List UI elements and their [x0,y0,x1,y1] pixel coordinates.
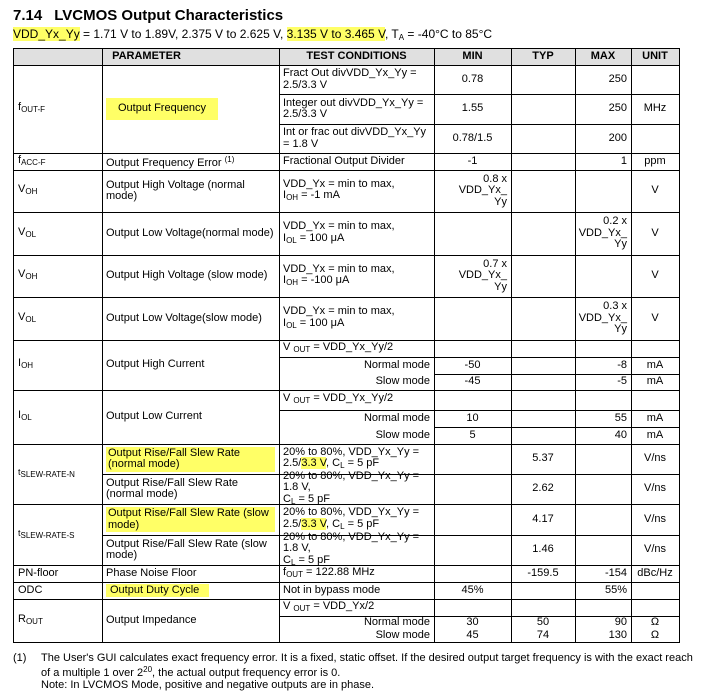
voh-normal-unit: V [651,184,659,197]
param-iol: Output Low Current [106,410,202,423]
ioh-normal-unit: mA [646,358,664,371]
cond-voh-slow: VDD_Yx = min to max, $I_{OH} = -100$ μA [283,262,395,287]
param-duty-cycle: Output Duty Cycle [102,582,279,599]
cond-fract-out: Fract Out divVDD_Yx_Yy = 2.5/3.3 V [283,67,417,91]
cond-int-or-frac: Int or frac out divVDD_Yx_Yy = 1.8 V [283,126,427,150]
slew-s-2-unit: V/ns [643,543,666,556]
slew-n-2-unit: V/ns [643,482,666,495]
spec-table [13,48,680,643]
rout-normal-max: 90 [614,615,627,628]
rout-slow-max: 130 [608,628,627,641]
iol-normal-unit: mA [646,411,664,424]
operating-conditions [13,27,492,42]
odc-max: 55% [604,583,627,596]
cond-fractional-divider: Fractional Output Divider [283,154,405,167]
cond-integer-out: Integer out divVDD_Yx_Yy = 2.5/3.3 V [283,96,424,120]
cond-ioh: V $_{OUT}$ = VDD_Yx_Yy/2 [283,340,394,354]
param-slew-s-2: Output Rise/Fall Slew Rate (slow mode) [106,537,267,561]
param-slew-s-1: Output Rise/Fall Slew Rate (slow mode) [102,504,279,535]
rout-slow-unit: Ω [650,628,660,641]
facc-unit: ppm [644,154,666,167]
iol-normal-label: Normal mode [363,411,430,424]
iol-slow-min: 5 [469,428,476,441]
rout-slow-typ: 74 [536,628,550,641]
rout-slow-label: Slow mode [375,628,430,641]
vdd-label-highlight: VDD_Yx_Yy [13,27,80,41]
header-unit: UNIT [631,49,679,65]
slew-n-2-typ: 2.62 [532,482,554,495]
sym-ioh: $I_{OH}$ [18,357,34,371]
cond-vol-slow: VDD_Yx = min to max, $I_{OL} = 100$ μA [283,305,395,330]
fout-c3-max: 200 [608,131,627,144]
odc-min: 45% [461,583,484,596]
slew-s-1-typ: 4.17 [532,512,554,525]
sym-iol: $I_{OL}$ [18,409,32,423]
sym-fout-f: $f_{OUT-F}$ [18,101,46,115]
param-voh-slow: Output High Voltage (slow mode) [106,269,268,282]
header-max: MAX [575,49,631,65]
footnote-note: Note: In LVCMOS Mode, positive and negative outputs are in phase. [41,679,375,691]
section-number: 7.14 [13,7,43,24]
header-parameter: PARAMETER [14,49,279,65]
rout-slow-min: 45 [466,628,479,641]
footnote [13,652,693,691]
cond-odc: Not in bypass mode [283,583,381,596]
ioh-slow-min: -45 [464,375,481,388]
fout-c2-min: 1.55 [461,102,484,115]
cond-slew-s-1: 20% to 80%, VDD_Yx_Yy = 2.5/3.3 V, $C_L = 5$ pF [283,506,420,531]
rout-normal-unit: Ω [650,615,660,628]
sym-facc-f: $f_{ACC-F}$ [18,153,46,167]
vol-normal-max: 0.2 x VDD_Yx_ Yy [578,215,627,251]
sym-rout: $R_{OUT}$ [18,612,43,626]
iol-slow-label: Slow mode [375,428,430,441]
param-voh-normal: Output High Voltage (normal mode) [106,178,245,202]
ioh-slow-label: Slow mode [375,375,430,388]
cond-slew-s-2: 20% to 80%, VDD_Yx_Yy = 1.8 V, $C_L = 5$ pF [283,530,420,567]
param-output-impedance: Output Impedance [106,613,197,626]
param-output-frequency-error: Output Frequency Error $^{(1)}$ [106,154,235,169]
param-slew-n-1: Output Rise/Fall Slew Rate (normal mode) [102,444,279,474]
footnote-text: The User's GUI calculates exact frequency error. It is a fixed, static offset. If the desired output target frequency is with the exact reach of a multiple 1 over $2^{20}$, the actual output frequency error is 0. Note: In LVCMOS Mode, positive and negative outputs are in phase. [41,652,693,691]
pn-unit: dBc/Hz [637,566,673,579]
slew-n-1-typ: 5.37 [532,452,554,465]
ta-label: , T [384,27,399,41]
section-heading: LVCMOS Output Characteristics [54,7,284,24]
param-vol-slow: Output Low Voltage(slow mode) [106,311,262,324]
pn-typ: -159.5 [527,566,559,579]
sym-slew-n: tSLEW-RATE-N [18,467,75,480]
param-slew-n-2: Output Rise/Fall Slew Rate (normal mode) [106,476,239,500]
iol-normal-max: 55 [614,411,627,424]
voh-slow-unit: V [651,269,659,282]
ioh-normal-min: -50 [464,358,481,371]
fout-c2-max: 250 [608,102,627,115]
iol-normal-min: 10 [466,411,479,424]
fout-c3-min: 0.78/1.5 [452,131,493,144]
slew-s-1-unit: V/ns [643,512,666,525]
param-phase-noise: Phase Noise Floor [106,566,197,579]
iol-slow-max: 40 [614,428,627,441]
param-ioh: Output High Current [106,358,205,371]
vol-slow-unit: V [651,311,659,324]
iol-slow-unit: mA [646,428,664,441]
vol-normal-unit: V [651,226,659,239]
footnote-number: (1) [13,652,27,664]
ta-range: = -40°C to 85°C [404,27,493,41]
ioh-normal-max: -8 [617,358,627,371]
fout-c1-min: 0.78 [461,72,484,85]
sym-odc: ODC [18,583,43,596]
vdd-ranges: = 1.71 V to 1.89V, 2.375 V to 2.625 V, [79,27,287,41]
pn-max: -154 [604,566,627,579]
voh-normal-min: 0.8 x VDD_Yx_ Yy [458,172,507,208]
sym-vol-slow: $V_{OL}$ [18,310,37,324]
section-title [13,7,283,24]
header-min: MIN [434,49,511,65]
sym-vol-normal: $V_{OL}$ [18,225,37,239]
cond-pn: $f_{OUT} = 122.88$ MHz [283,565,375,579]
slew-n-1-unit: V/ns [643,452,666,465]
ioh-slow-unit: mA [646,375,664,388]
fout-c1-max: 250 [608,72,627,85]
ta-subscript: A [398,33,405,42]
facc-min: -1 [467,154,478,167]
rout-normal-typ: 50 [536,615,550,628]
cond-slew-n-1: 20% to 80%, VDD_Yx_Yy = 2.5/3.3 V, $C_L = 5$ pF [283,445,420,470]
vol-slow-max: 0.3 x VDD_Yx_ Yy [578,300,627,336]
slew-s-2-typ: 1.46 [532,543,554,556]
sym-voh-slow: $V_{OH}$ [18,268,38,282]
voh-slow-min: 0.7 x VDD_Yx_ Yy [458,257,507,293]
cond-voh-normal: VDD_Yx = min to max, $I_{OH} = -1$ mA [283,177,395,202]
cond-vol-normal: VDD_Yx = min to max, $I_{OL} = 100$ μA [283,220,395,245]
param-output-frequency: Output Frequency [102,65,279,153]
header-test-conditions: TEST CONDITIONS [279,49,434,65]
sym-slew-s: tSLEW-RATE-S [18,527,75,540]
range-highlight: 3.135 V to 3.465 V [286,27,385,41]
cond-iol: V $_{OUT}$ = VDD_Yx_Yy/2 [283,392,394,406]
sym-pn-floor: PN-floor [18,566,59,579]
ioh-slow-max: -5 [617,375,627,388]
fout-unit: MHz [643,102,667,115]
facc-max: 1 [620,154,627,167]
ioh-normal-label: Normal mode [363,358,430,371]
header-typ: TYP [511,49,575,65]
sym-voh-normal: $V_{OH}$ [18,183,38,197]
param-vol-normal: Output Low Voltage(normal mode) [106,226,274,239]
rout-normal-min: 30 [466,615,479,628]
cond-slew-n-2: 20% to 80%, VDD_Yx_Yy = 1.8 V, $C_L = 5$ pF [283,469,420,506]
cond-rout: V $_{OUT}$ = VDD_Yx/2 [283,599,375,613]
rout-normal-label: Normal mode [363,615,430,628]
